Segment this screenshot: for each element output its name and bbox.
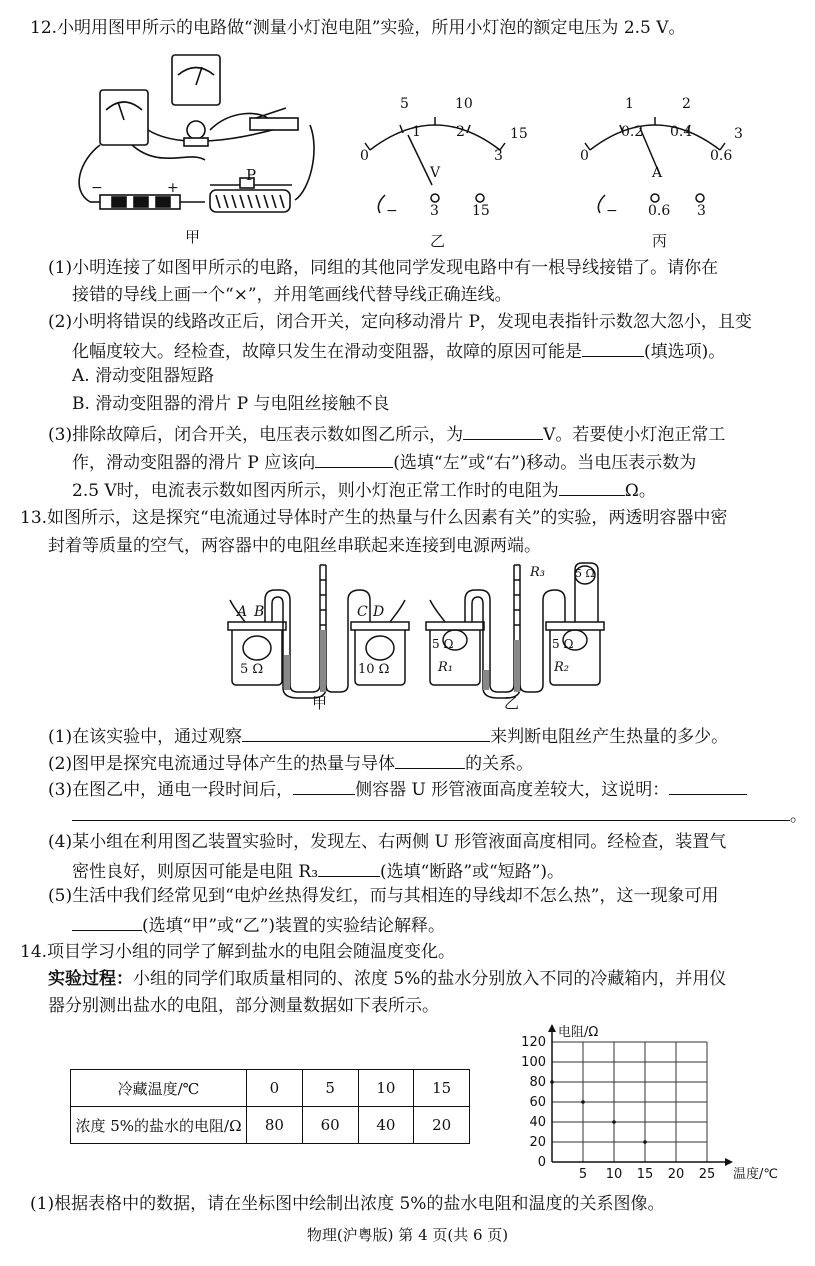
q13-p3-explain-blank-1[interactable] <box>669 777 747 795</box>
x-tick-label: 15 <box>636 1167 654 1182</box>
q13-p3-side-blank[interactable] <box>293 777 355 795</box>
q13-p3-explain-blank-2[interactable] <box>72 803 790 821</box>
data-point <box>550 1080 554 1084</box>
q12-stem: 12.小明用图甲所示的电路做“测量小灯泡电阻”实验，所用小灯泡的额定电压为 2.5 V。 <box>30 18 686 38</box>
q12-p3-voltage-blank[interactable] <box>463 422 543 440</box>
q14-proc-line2: 器分别测出盐水的电阻，部分测量数据如下表所示。 <box>48 996 439 1016</box>
ammeter-terminal-minus: − <box>606 203 618 219</box>
fig-jia-label: 甲 <box>185 228 201 246</box>
ammeter-bottom-0: 0 <box>580 148 589 164</box>
resistance-temperature-chart[interactable] <box>510 1022 800 1182</box>
ammeter-bottom-02: 0.2 <box>621 124 644 140</box>
resistor-r3-5ohm: 5 Ω <box>575 567 595 580</box>
q13-p4-answer-blank[interactable] <box>318 859 380 877</box>
y-tick-label: 40 <box>529 1115 546 1130</box>
slider-p-label: P <box>246 166 257 184</box>
voltmeter-bottom-0: 0 <box>360 148 369 164</box>
table-row <box>71 1107 470 1144</box>
ammeter-top-1: 1 <box>625 96 634 112</box>
q13-p1: (1)在该实验中，通过观察 来判断电阻丝产生热量的多少。 <box>48 724 728 747</box>
q13-p2-answer-blank[interactable] <box>395 751 465 769</box>
table-cell: 20 <box>414 1107 470 1144</box>
data-point <box>581 1100 585 1104</box>
resistor-r2-label: R₂ <box>554 660 569 675</box>
q12-p1-line1: (1)小明连接了如图甲所示的电路，同组的其他同学发现电路中有一根导线接错了。请你在 <box>48 258 719 278</box>
q13-p1-answer-blank[interactable] <box>242 724 490 742</box>
y-tick-label: 20 <box>529 1135 546 1150</box>
table-cell: 10 <box>358 1070 414 1107</box>
table-cell: 15 <box>414 1070 470 1107</box>
terminal-a-label: A <box>237 604 248 620</box>
ammeter-terminal-3: 3 <box>697 203 706 219</box>
data-point <box>643 1140 647 1144</box>
voltmeter-top-15: 15 <box>510 126 528 142</box>
table-cell: 40 <box>358 1107 414 1144</box>
q12-p1-line2: 接错的导线上画一个“×”，并用笔画线代替导线正确连线。 <box>72 285 512 305</box>
q12-p2-line2: 化幅度较大。经检查，故障只发生在滑动变阻器，故障的原因可能是 (填选项)。 <box>72 339 725 362</box>
voltmeter-terminal-minus: − <box>386 203 398 219</box>
voltmeter-bottom-1: 1 <box>412 124 421 140</box>
x-tick-label: 20 <box>667 1167 685 1182</box>
table-cell: 80 <box>247 1107 303 1144</box>
q13-p5-line2: (选填“甲”或“乙”)装置的实验结论解释。 <box>72 913 445 936</box>
battery-minus-label: − <box>91 180 103 196</box>
voltmeter-terminal-15: 15 <box>472 203 490 219</box>
q12-p3-line3: 2.5 V时，电流表示数如图丙所示，则小灯泡正常工作时的电阻为 Ω。 <box>72 478 656 501</box>
y-axis-arrow <box>548 1024 556 1032</box>
resistor-r1-label: R₁ <box>438 660 453 675</box>
x-tick-label: 10 <box>605 1167 623 1182</box>
voltmeter-unit: V <box>430 165 441 181</box>
resistor-5ohm-left: 5 Ω <box>240 662 264 677</box>
voltmeter-bottom-3: 3 <box>494 148 503 164</box>
q13-stem-line2: 封着等质量的空气，两容器中的电阻丝串联起来连接到电源两端。 <box>48 536 541 556</box>
ammeter-unit: A <box>652 165 663 181</box>
q12-p2-line1: (2)小明将错误的线路改正后，闭合开关，定向移动滑片 P，发现电表指针示数忽大忽小，且变 <box>48 312 752 332</box>
q14-p1: (1)根据表格中的数据，请在坐标图中绘制出浓度 5%的盐水电阻和温度的关系图像。 <box>30 1194 665 1214</box>
ammeter-bottom-06: 0.6 <box>710 148 733 164</box>
ammeter-terminal-06: 0.6 <box>648 203 671 219</box>
fig-bing-label: 丙 <box>652 232 668 250</box>
resistor-r3-label: R₃ <box>530 565 545 580</box>
q13-p5-answer-blank[interactable] <box>72 913 142 931</box>
q12-p3-direction-blank[interactable] <box>315 450 393 468</box>
table-header-temperature: 冷藏温度/℃ <box>71 1070 247 1107</box>
y-tick-label: 120 <box>521 1035 546 1050</box>
q13-p5-line1: (5)生活中我们经常见到“电炉丝热得发红，而与其相连的导线却不怎么热”，这一现象可用 <box>48 886 719 906</box>
q13-p4-line1: (4)某小组在利用图乙装置实验时，发现左、右两侧 U 形管液面高度相同。经检查，装置气 <box>48 832 727 852</box>
y-tick-label: 60 <box>529 1095 546 1110</box>
ammeter-top-2: 2 <box>682 96 691 112</box>
ammeter-top-3: 3 <box>734 126 743 142</box>
y-tick-label: 80 <box>529 1075 546 1090</box>
ammeter-bottom-04: 0.4 <box>670 124 693 140</box>
y-tick-label: 0 <box>537 1155 546 1170</box>
circuit-diagram-jia <box>60 50 320 230</box>
voltmeter-top-5: 5 <box>400 96 409 112</box>
terminal-c-label: C <box>357 604 368 620</box>
data-point <box>612 1120 616 1124</box>
resistor-10ohm: 10 Ω <box>358 662 390 677</box>
q12-p2-answer-blank[interactable] <box>582 339 644 357</box>
battery-plus-label: + <box>167 180 179 196</box>
fig13-yi-label: 乙 <box>504 694 520 712</box>
voltmeter-top-10: 10 <box>455 96 473 112</box>
table-cell: 5 <box>302 1070 358 1107</box>
x-axis-label: 温度/℃ <box>733 1167 778 1182</box>
table-row <box>71 1070 470 1107</box>
y-axis-label: 电阻/Ω <box>558 1025 599 1040</box>
q12-option-a: A. 滑动变阻器短路 <box>72 366 215 386</box>
salt-water-data-table <box>70 1069 470 1144</box>
y-tick-label: 100 <box>521 1055 546 1070</box>
x-axis-arrow <box>725 1158 733 1166</box>
terminal-b-label: B <box>254 604 265 620</box>
fig-yi-label: 乙 <box>430 232 446 250</box>
resistor-r2-5ohm: 5 Ω <box>552 637 574 651</box>
q14-proc-line1: 实验过程：小组的同学们取质量相同的、浓度 5%的盐水分别放入不同的冷藏箱内，并用仪 <box>48 969 727 989</box>
resistor-r1-5ohm: 5 Ω <box>432 637 454 651</box>
x-tick-label: 5 <box>578 1167 588 1182</box>
q14-stem: 14.项目学习小组的同学了解到盐水的电阻会随温度变化。 <box>20 942 456 962</box>
terminal-d-label: D <box>373 604 385 620</box>
table-cell: 0 <box>247 1070 303 1107</box>
page-footer: 物理(沪粤版) 第 4 页(共 6 页) <box>306 1226 509 1244</box>
q12-p3-line1: (3)排除故障后，闭合开关，电压表示数如图乙所示，为 V。若要使小灯泡正常工 <box>48 422 725 445</box>
q12-option-b: B. 滑动变阻器的滑片 P 与电阻丝接触不良 <box>72 394 390 414</box>
q13-p4-line2: 密性良好，则原因可能是电阻 R₃ (选填“断路”或“短路”)。 <box>72 859 564 882</box>
q13-p3-line2: 。 <box>72 803 807 826</box>
table-cell: 60 <box>302 1107 358 1144</box>
q13-stem-line1: 13.如图所示，这是探究“电流通过导体时产生的热量与什么因素有关”的实验，两透明容器中密 <box>20 508 728 528</box>
q13-p2: (2)图甲是探究电流通过导体产生的热量与导体 的关系。 <box>48 751 533 774</box>
fig13-jia-label: 甲 <box>312 694 328 712</box>
q12-p3-resistance-blank[interactable] <box>559 478 625 496</box>
q12-p3-line2: 作，滑动变阻器的滑片 P 应该向 (选填“左”或“右”)移动。当电压表示数为 <box>72 450 696 473</box>
voltmeter-terminal-3: 3 <box>430 203 439 219</box>
voltmeter-bottom-2: 2 <box>456 124 465 140</box>
table-header-resistance: 浓度 5%的盐水的电阻/Ω <box>71 1107 247 1144</box>
x-tick-label: 25 <box>698 1167 716 1182</box>
q13-p3: (3)在图乙中，通电一段时间后， 侧容器 U 形管液面高度差较大，这说明： <box>48 777 747 800</box>
